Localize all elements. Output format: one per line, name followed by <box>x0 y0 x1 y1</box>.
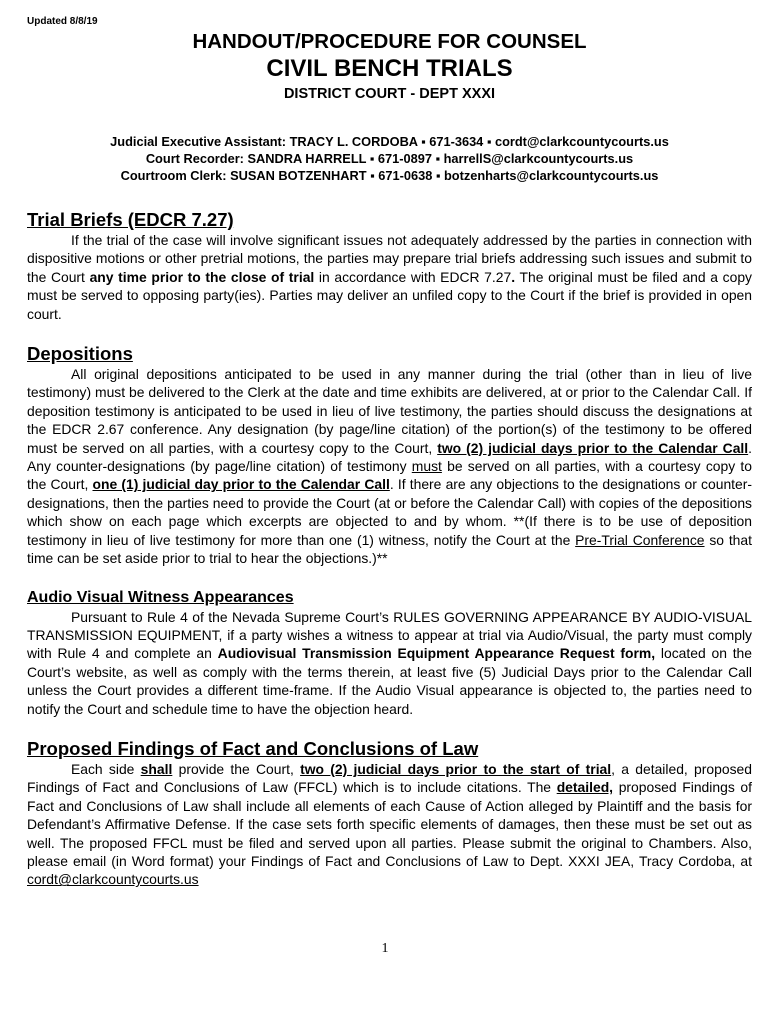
text-span: . <box>511 268 516 285</box>
text-span: The original must be filed and a copy must be served to opposing party(ies). Parties may deliver an unfiled copy to the Court if the brief is provided in open court. <box>27 268 752 322</box>
emphasis-pretrial-conference: Pre-Trial Conference <box>575 531 705 548</box>
email-link[interactable]: cordt@clarkcountycourts.us <box>27 871 199 888</box>
text-span: so that time can be set aside prior to trial to hear the objections.)** <box>27 531 752 567</box>
contact-recorder: Court Recorder: SANDRA HARRELL ▪ 671-0897 ▪ harrellS@clarkcountycourts.us <box>145 151 634 166</box>
text-span: located on the Court’s website, as well as comply with the terms therein, at least five (5) Judicial Days prior to the Calendar Call unless the Court provides a different time-frame. If the Audio Visual appearance is objected to, the parties need to notify the Court and schedule time to have the objection heard. <box>27 645 753 717</box>
page-number: 1 <box>381 941 389 956</box>
contact-list <box>27 133 752 184</box>
emphasis-request-form: Audiovisual Transmission Equipment Appearance Request form, <box>217 645 656 662</box>
paragraph-trial-briefs <box>27 231 752 323</box>
paragraph-audio-visual <box>27 608 752 718</box>
emphasis-close-of-trial: any time prior to the close of trial <box>89 268 315 285</box>
text-span: be served on all parties, with a courtesy copy to the Court, <box>27 458 752 493</box>
title-block <box>27 30 752 104</box>
section-audio-visual <box>27 588 752 718</box>
text-span: provide the Court, <box>172 760 301 777</box>
document-title: HANDOUT/PROCEDURE FOR COUNSEL <box>192 30 587 53</box>
updated-date: Updated 8/8/19 <box>27 16 98 27</box>
document-page <box>27 16 752 889</box>
emphasis-must: must <box>411 458 442 475</box>
emphasis-detailed: detailed, <box>556 779 614 796</box>
text-span: All original depositions anticipated to be used in any manner during the trial (other than in lieu of live testimony) must be delivered to the Clerk at the date and time exhibits are delivered, at or prior to the Calendar Call. If deposition testimony is anticipated to be used in lieu of live testimony, the parties should discuss the designations at the EDCR 2.67 conference. Any designation (by page/line citation) of the portion(s) of the testimony to be offered must be served on all parties, with a courtesy copy to the Court, <box>27 366 752 456</box>
heading-audio-visual: Audio Visual Witness Appearances <box>27 588 294 606</box>
paragraph-findings <box>27 760 752 889</box>
section-findings <box>27 738 752 889</box>
emphasis-shall: shall <box>140 760 173 777</box>
emphasis-two-days: two (2) judicial days prior to the Calendar Call <box>437 439 749 456</box>
text-span: Each side <box>71 760 141 777</box>
text-span: . Any counter-designations (by page/line citation) of testimony <box>27 439 752 475</box>
heading-trial-briefs: Trial Briefs (EDCR 7.27) <box>27 209 234 230</box>
heading-depositions: Depositions <box>27 343 133 365</box>
text-span: proposed Findings of Fact and Conclusions of Law shall include all elements of each Cause of Action alleged by Plaintiff and the basis for Defendant’s Affirmative Defense. If the case sets forth specific elements of damages, then these must be set out as well. The proposed FFCL must be filed and served upon all parties. Please submit the original to Chambers. Also, please email (in Word format) your Findings of Fact and Conclusions of Law to Dept. XXXI JEA, Tracy Cordoba, at <box>27 779 752 869</box>
contact-jea: Judicial Executive Assistant: TRACY L. CORDOBA ▪ 671-3634 ▪ cordt@clarkcountycourts.us <box>110 134 669 149</box>
heading-findings: Proposed Findings of Fact and Conclusions of Law <box>27 737 479 759</box>
paragraph-depositions <box>27 365 752 567</box>
section-depositions <box>27 343 752 567</box>
text-span: Pursuant to Rule 4 of the Nevada Supreme Court’s RULES GOVERNING APPEARANCE BY AUDIO-VISUAL TRANSMISSION EQUIPMENT, if a party wishes a witness to appear at trial via Audio/Visual, the party must comply with Rule 4 and complete an <box>27 608 752 662</box>
section-trial-briefs <box>27 209 752 323</box>
text-span: . If there are any objections to the designations or counter-designations, then the parties need to provide the Court (at or before the Calendar Call) with copies of the depositions which show on each page which excerpts are objected to and by whom. **(If there is to be use of deposition testimony in lieu of live testimony for more than one (1) witness, notify the Court at the <box>27 476 752 548</box>
text-span: in accordance with EDCR 7.27 <box>314 268 512 285</box>
document-subtitle: CIVIL BENCH TRIALS <box>266 55 513 82</box>
court-department: DISTRICT COURT - DEPT XXXI <box>283 86 496 102</box>
contact-clerk: Courtroom Clerk: SUSAN BOTZENHART ▪ 671-0638 ▪ botzenharts@clarkcountycourts.us <box>120 168 659 183</box>
text-span: If the trial of the case will involve significant issues not adequately addressed by the parties in connection with dispositive motions or other pretrial motions, the parties may prepare trial briefs addressing such issues and submit to the Court <box>27 232 752 285</box>
emphasis-two-days-trial: two (2) judicial days prior to the start of trial <box>300 760 612 777</box>
text-span: , a detailed, proposed Findings of Fact and Conclusions of Law (FFCL) which is to include citations. The <box>27 760 752 796</box>
emphasis-one-day: one (1) judicial day prior to the Calendar Call <box>92 476 390 493</box>
